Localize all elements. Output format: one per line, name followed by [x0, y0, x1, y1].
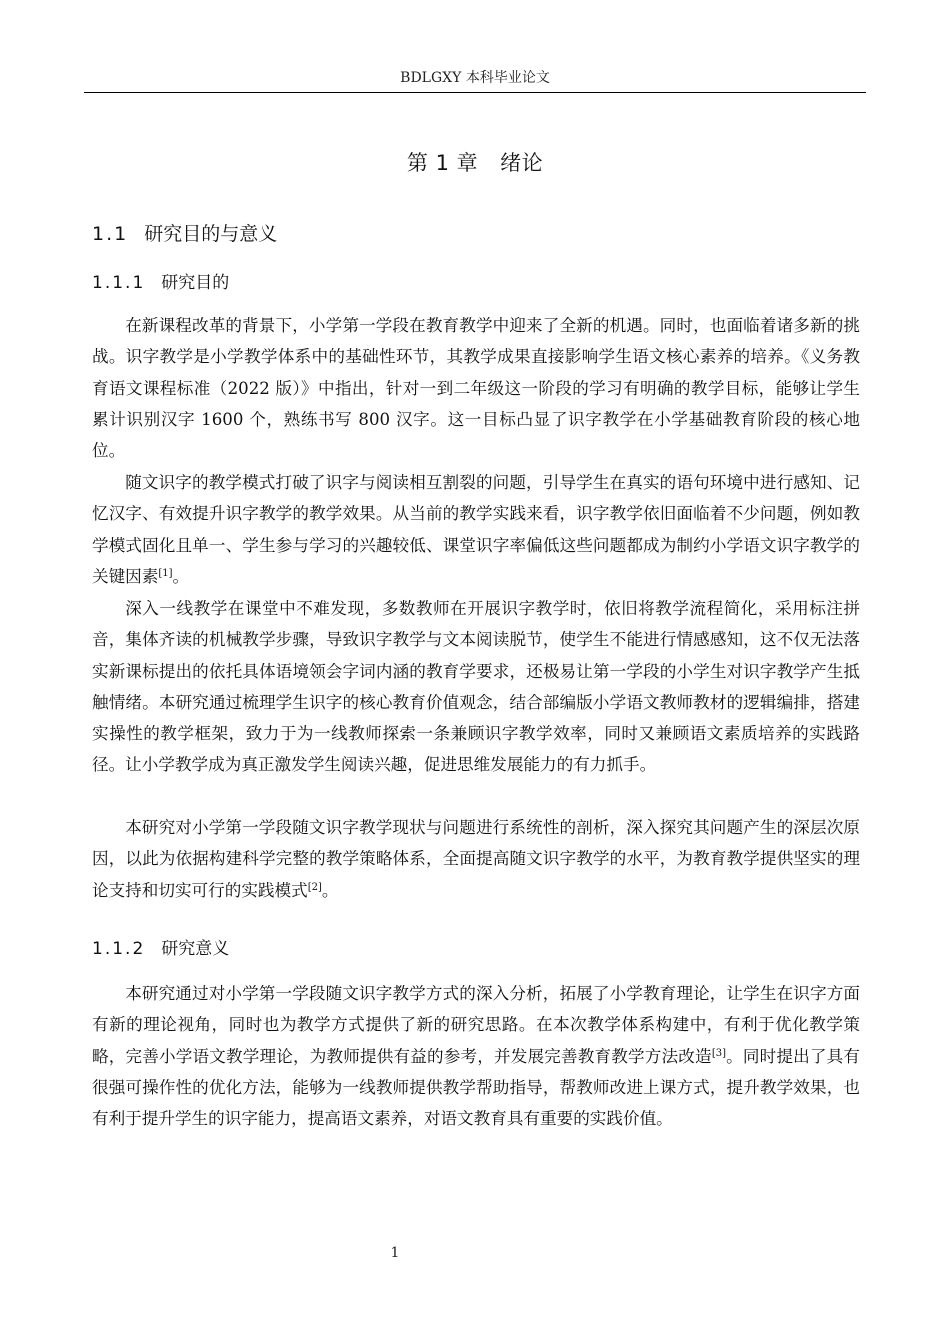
paragraph — [92, 593, 860, 781]
paragraph-text: 随文识字的教学模式打破了识字与阅读相互割裂的问题，引导学生在真实的语句环境中进行感知、记忆汉字、有效提升识字教学的教学效果。从当前的教学实践来看，识字教学依旧面临着不少问题，例如教学模式固化且单一、学生参与学习的兴趣较低、课堂识字率偏低这些问题都成为制约小学语文识字教学的关键因素 — [92, 473, 860, 586]
page-number: 1 — [390, 1245, 400, 1261]
chapter-number: 第 1 章 — [406, 151, 479, 175]
paragraph — [92, 467, 860, 592]
citation: [1] — [158, 567, 173, 579]
paragraph-text: 本研究通过对小学第一学段随文识字教学方式的深入分析，拓展了小学教育理论，让学生在识字方面有新的理论视角，同时也为教学方式提供了新的研究思路。在本次教学体系构建中，有利于优化教学策略，完善小学语文教学理论，为教师提供有益的参考，并发展完善教育教学方法改造 — [92, 984, 860, 1066]
section-heading-1-1 — [92, 220, 277, 248]
section-title: 研究目的与意义 — [144, 223, 278, 245]
page-header — [84, 68, 866, 93]
paragraph-text: 。 — [321, 880, 339, 900]
subsection-heading-1-1-2 — [92, 936, 229, 962]
header-text: BDLGXY 本科毕业论文 — [400, 70, 550, 86]
chapter-title — [84, 148, 866, 178]
chapter-name: 绪论 — [500, 151, 544, 175]
paragraph-text: 在新课程改革的背景下，小学第一学段在教育教学中迎来了全新的机遇。同时，也面临着诸多新的挑战。识字教学是小学教学体系中的基础性环节，其教学成果直接影响学生语文核心素养的培养。《义务教育语文课程标准（2022 版）》中指出，针对一到二年级这一阶段的学习有明确的教学目标，能够让学生累计识别汉字 1600 个，熟练书写 800 汉字。这一目标凸显了识字教学在小学基础教育阶段的核心地位。 — [92, 316, 860, 461]
section-number: 1.1 — [92, 223, 129, 245]
paragraph — [92, 310, 860, 466]
paragraph-text: 。同时提出了具有很强可操作性的优化方法，能够为一线教师提供教学帮助指导，帮教师改进上课方式，提升教学效果，也有利于提升学生的识字能力，提高语文素养，对语文教育具有重要的实践价值。 — [92, 1046, 860, 1129]
paragraph-text: 深入一线教学在课堂中不难发现，多数教师在开展识字教学时，依旧将教学流程简化，采用标注拼音，集体齐读的机械教学步骤，导致识字教学与文本阅读脱节，使学生不能进行情感感知，这不仅无法落实新课标提出的依托具体语境领会字词内涵的教育学要求，还极易让第一学段的小学生对识字教学产生抵触情绪。本研究通过梳理学生识字的核心教育价值观念，结合部编版小学语文教师教材的逻辑编排，搭建实操性的教学框架，致力于为一线教师探索一条兼顾识字教学效率，同时又兼顾语文素质培养的实践路径。让小学教学成为真正激发学生阅读兴趣，促进思维发展能力的有力抓手。 — [92, 599, 860, 775]
subsection-number: 1.1.2 — [92, 939, 146, 959]
subsection-title: 研究意义 — [161, 939, 230, 959]
subsection-title: 研究目的 — [161, 273, 230, 293]
paragraph-text: 本研究对小学第一学段随文识字教学现状与问题进行系统性的剖析，深入探究其问题产生的深层次原因，以此为依据构建科学完整的教学策略体系，全面提高随文识字教学的水平，为教育教学提供坚实的理论支持和切实可行的实践模式 — [92, 818, 860, 900]
citation: [2] — [307, 881, 322, 893]
citation: [3] — [711, 1047, 726, 1059]
subsection-number: 1.1.1 — [92, 273, 146, 293]
paragraph-text: 。 — [172, 566, 190, 586]
subsection-heading-1-1-1 — [92, 270, 229, 296]
paragraph — [92, 812, 860, 906]
paragraph — [92, 978, 860, 1134]
